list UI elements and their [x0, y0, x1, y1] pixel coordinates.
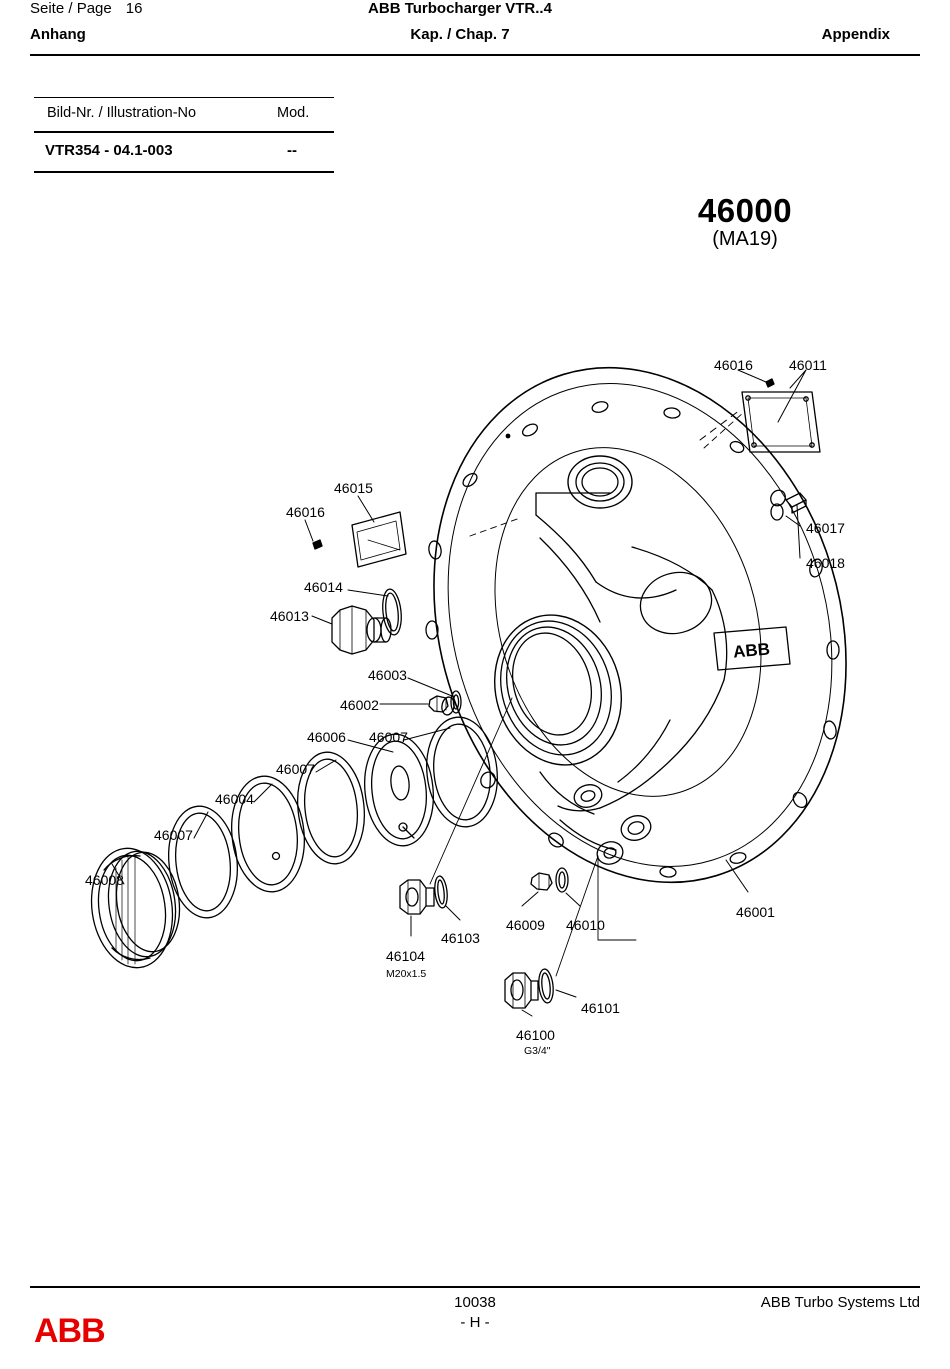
footer-doc-number: 10038 — [454, 1294, 496, 1311]
callout-46002: 46002 — [340, 697, 379, 713]
part-46103-oring — [433, 875, 448, 908]
callout-46016-top: 46016 — [714, 357, 753, 373]
document-title: ABB Turbocharger VTR..4 — [368, 0, 552, 17]
callout-46018: 46018 — [806, 555, 845, 571]
callout-46010: 46010 — [566, 917, 605, 933]
explode-axes — [470, 412, 744, 536]
header-section-left: Anhang — [30, 26, 86, 43]
part-46016-screw-top — [766, 379, 774, 387]
part-46100-plug — [505, 973, 538, 1008]
illustration-no-header: Bild-Nr. / Illustration-No — [47, 105, 197, 121]
part-46007-ring-c — [421, 714, 502, 831]
header-row-primary — [30, 0, 890, 24]
table-line-bottom — [34, 171, 334, 173]
callout-46103: 46103 — [441, 930, 480, 946]
callout-46007-c: 46007 — [369, 729, 408, 745]
callout-46014: 46014 — [304, 579, 343, 595]
callout-46007-a: 46007 — [154, 827, 193, 843]
callout-46004: 46004 — [215, 791, 254, 807]
callout-46104: 46104 — [386, 948, 425, 964]
callout-46100: 46100 — [516, 1027, 555, 1043]
callout-46104-thread-spec: M20x1.5 — [386, 968, 427, 980]
callout-46013: 46013 — [270, 608, 309, 624]
callout-46016-left: 46016 — [286, 504, 325, 520]
part-46013-plug — [332, 606, 391, 654]
footer-company: ABB Turbo Systems Ltd — [760, 1294, 920, 1311]
abb-logo: ABB — [34, 1312, 105, 1350]
callout-46015: 46015 — [334, 480, 373, 496]
part-46006-disc — [359, 731, 438, 849]
figure-subtitle: (MA19) — [712, 228, 778, 250]
header-row-secondary — [30, 26, 890, 50]
mod-value: -- — [287, 142, 297, 159]
part-46011-plate — [742, 392, 820, 452]
callout-46008: 46008 — [85, 872, 124, 888]
part-46002-46003 — [429, 691, 461, 713]
footer-divider — [30, 1286, 920, 1288]
part-46001-housing — [372, 316, 908, 934]
illustration-no-value: VTR354 - 04.1-003 — [45, 142, 173, 159]
callout-46003: 46003 — [368, 667, 407, 683]
part-46009-46010 — [531, 868, 568, 892]
part-46008-threaded-ring — [84, 843, 186, 973]
footer-revision: - H - — [460, 1314, 490, 1331]
part-46016-screw-left — [313, 540, 322, 549]
part-46101-oring — [537, 968, 554, 1003]
callout-46007-b: 46007 — [276, 761, 315, 777]
housing-abb-mark: ABB — [732, 639, 771, 662]
drawing-svg — [0, 300, 950, 1100]
part-46104-plug — [400, 880, 434, 914]
part-46015-plate — [352, 512, 406, 567]
callout-46101: 46101 — [581, 1000, 620, 1016]
header-divider — [30, 54, 920, 56]
callout-46017: 46017 — [806, 520, 845, 536]
header-section-right: Appendix — [821, 26, 890, 43]
figure-number: 46000 — [697, 192, 793, 229]
page-number: 16 — [125, 0, 143, 17]
page-label: Seite / Page — [30, 0, 112, 17]
callout-46006: 46006 — [307, 729, 346, 745]
table-line-middle — [34, 131, 334, 133]
callout-46100-thread-spec: G3/4" — [524, 1045, 551, 1057]
table-line-top — [34, 97, 334, 98]
callout-46001: 46001 — [736, 904, 775, 920]
mod-header: Mod. — [277, 105, 310, 121]
callout-46009: 46009 — [506, 917, 545, 933]
header-chapter: Kap. / Chap. 7 — [410, 26, 510, 43]
callout-46011: 46011 — [789, 357, 827, 373]
exploded-view-drawing — [0, 300, 950, 1100]
